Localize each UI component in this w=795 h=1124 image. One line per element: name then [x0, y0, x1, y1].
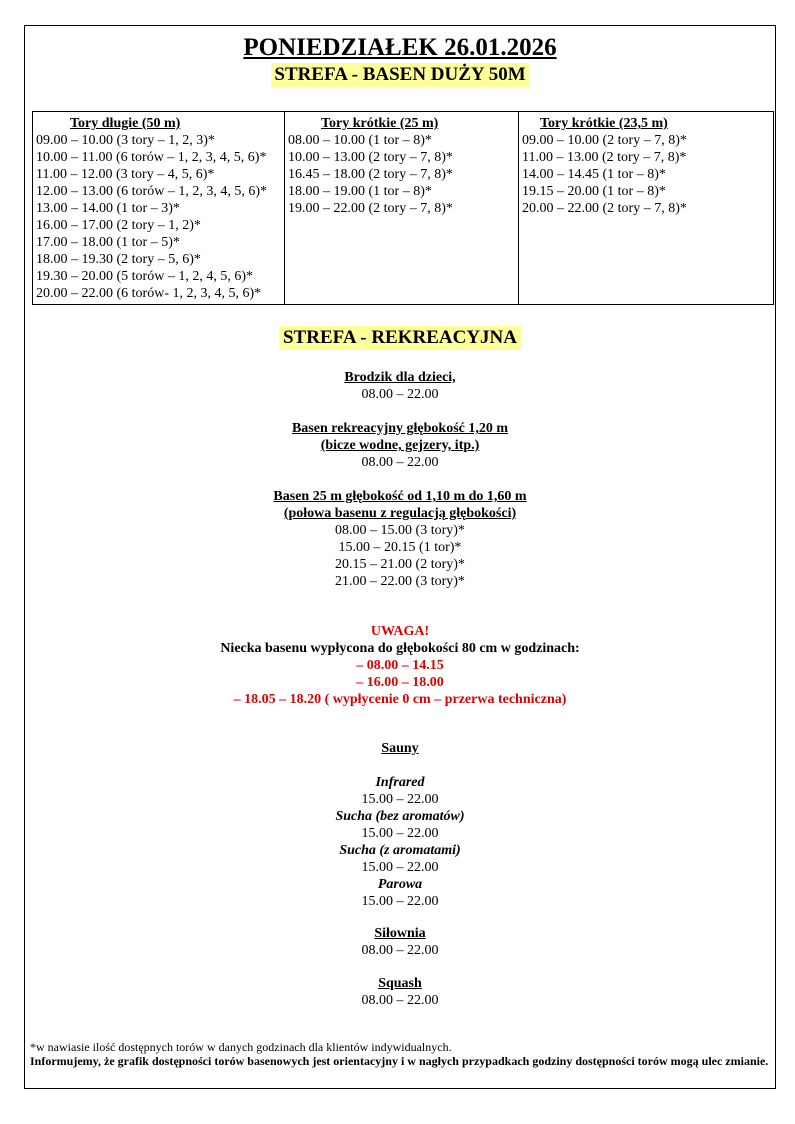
- lane-slot: 19.00 – 22.00 (2 tory – 7, 8)*: [288, 201, 453, 216]
- sauna-hours: 15.00 – 22.00: [361, 792, 439, 807]
- basen-25-slot: 20.15 – 21.00 (2 tory)*: [335, 557, 465, 572]
- uwaga-item: – 08.00 – 14.15: [356, 658, 444, 673]
- uwaga-text: Niecka basenu wypłycona do głębokości 80 cm w godzinach:: [220, 641, 580, 656]
- lanes-column-long: [33, 112, 285, 305]
- sauna-name: Sucha (z aromatami): [339, 843, 461, 858]
- lane-slot: 20.00 – 22.00 (2 tory – 7, 8)*: [522, 201, 687, 216]
- basen-25-slot: 21.00 – 22.00 (3 tory)*: [335, 574, 465, 589]
- basen-rekreacyjny-subheading: (bicze wodne, gejzery, itp.): [320, 438, 480, 453]
- lane-slot: 09.00 – 10.00 (2 tory – 7, 8)*: [522, 133, 687, 148]
- sauna-hours: 15.00 – 22.00: [361, 826, 439, 841]
- lane-slot: 18.00 – 19.00 (1 tor – 8)*: [288, 184, 432, 199]
- basen-25-slot: 08.00 – 15.00 (3 tory)*: [335, 523, 465, 538]
- squash-heading: Squash: [378, 976, 422, 991]
- lane-slot: 12.00 – 13.00 (6 torów – 1, 2, 3, 4, 5, 6)*: [36, 184, 267, 199]
- lane-slot: 17.00 – 18.00 (1 tor – 5)*: [36, 235, 180, 250]
- silownia-section: [25, 925, 775, 959]
- silownia-hours: 08.00 – 22.00: [361, 943, 439, 958]
- schedule-frame: [24, 25, 776, 1089]
- footer-note: *w nawiasie ilość dostępnych torów w danych godzinach dla klientów indywidualnych.: [30, 1040, 452, 1054]
- lane-slot: 16.45 – 18.00 (2 tory – 7, 8)*: [288, 167, 453, 182]
- sauna-hours: 15.00 – 22.00: [361, 894, 439, 909]
- basen-25-section: [25, 488, 775, 590]
- basen-25-heading: Basen 25 m głębokość od 1,10 m do 1,60 m: [273, 489, 527, 504]
- lane-slot: 16.00 – 17.00 (2 tory – 1, 2)*: [36, 218, 201, 233]
- lane-slot: 08.00 – 10.00 (1 tor – 8)*: [288, 133, 432, 148]
- lanes-column-short-25: [285, 112, 519, 305]
- brodzik-heading: Brodzik dla dzieci,: [344, 370, 456, 385]
- lanes-column-head: Tory długie (50 m): [70, 116, 181, 131]
- footer: [30, 1040, 770, 1068]
- lane-slot: 13.00 – 14.00 (1 tor – 3)*: [36, 201, 180, 216]
- sauny-heading: Sauny: [381, 741, 419, 756]
- sauna-name: Infrared: [375, 775, 425, 790]
- brodzik-hours: 08.00 – 22.00: [361, 387, 439, 402]
- sauna-name: Parowa: [377, 877, 423, 892]
- silownia-heading: Siłownia: [374, 926, 426, 941]
- rekreacja-title-wrap: [25, 326, 775, 350]
- uwaga-item: – 18.05 – 18.20 ( wypłycenie 0 cm – przerwa techniczna): [233, 692, 567, 707]
- lane-slot: 19.30 – 20.00 (5 torów – 1, 2, 4, 5, 6)*: [36, 269, 253, 284]
- lane-slot: 14.00 – 14.45 (1 tor – 8)*: [522, 167, 666, 182]
- sauny-section: [25, 740, 775, 910]
- lane-slot: 11.00 – 13.00 (2 tory – 7, 8)*: [522, 150, 687, 165]
- squash-hours: 08.00 – 22.00: [361, 993, 439, 1008]
- sauna-hours: 15.00 – 22.00: [361, 860, 439, 875]
- page-title: PONIEDZIAŁEK 26.01.2026: [243, 34, 557, 61]
- lane-slot: 18.00 – 19.30 (2 tory – 5, 6)*: [36, 252, 201, 267]
- lane-slot: 09.00 – 10.00 (3 tory – 1, 2, 3)*: [36, 133, 215, 148]
- lanes-column-short-23-5: [519, 112, 774, 305]
- uwaga-section: [25, 623, 775, 708]
- zone-rekreacyjna-title: STREFA - REKREACYJNA: [279, 326, 521, 350]
- lane-slot: 20.00 – 22.00 (6 torów- 1, 2, 3, 4, 5, 6)*: [36, 286, 262, 301]
- lanes-column-head: Tory krótkie (25 m): [321, 116, 439, 131]
- spacer: [25, 757, 775, 774]
- lane-slot: 19.15 – 20.00 (1 tor – 8)*: [522, 184, 666, 199]
- brodzik-section: [25, 369, 775, 403]
- sauna-name: Sucha (bez aromatów): [335, 809, 465, 824]
- basen-25-subheading: (połowa basenu z regulacją głębokości): [283, 506, 517, 521]
- basen-rekreacyjny-heading: Basen rekreacyjny głębokość 1,20 m: [291, 421, 509, 436]
- subtitle-wrap: [25, 63, 775, 87]
- uwaga-item: – 16.00 – 18.00: [356, 675, 444, 690]
- lane-slot: 11.00 – 12.00 (3 tory – 4, 5, 6)*: [36, 167, 215, 182]
- footer-info: Informujemy, że grafik dostępności torów basenowych jest orientacyjny i w nagłych przypadkach godziny dostępności torów mogą ulec zmianie.: [30, 1054, 769, 1068]
- lane-slot: 10.00 – 13.00 (2 tory – 7, 8)*: [288, 150, 453, 165]
- lane-slot: 10.00 – 11.00 (6 torów – 1, 2, 3, 4, 5, 6)*: [36, 150, 267, 165]
- basen-rekreacyjny-section: [25, 420, 775, 471]
- basen-25-slot: 15.00 – 20.15 (1 tor)*: [338, 540, 462, 555]
- lanes-column-head: Tory krótkie (23,5 m): [540, 116, 668, 131]
- uwaga-label: UWAGA!: [370, 624, 430, 639]
- squash-section: [25, 975, 775, 1009]
- lanes-table: [32, 111, 774, 305]
- zone-basen-duzy-title: STREFA - BASEN DUŻY 50M: [271, 63, 528, 87]
- basen-rekreacyjny-hours: 08.00 – 22.00: [361, 455, 439, 470]
